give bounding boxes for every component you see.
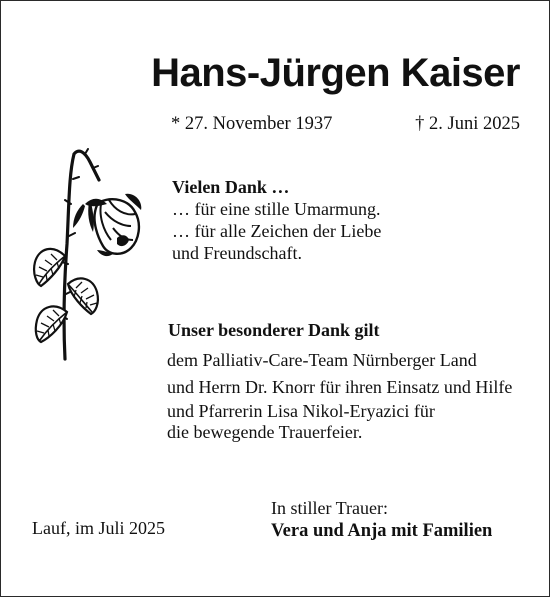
thanks-heading: Vielen Dank … (172, 177, 290, 197)
death-date: † 2. Juni 2025 (415, 114, 520, 134)
mourners-names: Vera und Anja mit Familien (271, 521, 493, 541)
thanks-line-3: und Freundschaft. (172, 243, 302, 263)
thanks-section (172, 176, 532, 264)
mourners-block (271, 497, 492, 543)
wilted-rose-icon (27, 144, 155, 362)
special-thanks-line-2: und Herrn Dr. Knorr für ihren Einsatz und Hilfe (167, 377, 513, 397)
thanks-line-1: … für eine stille Umarmung. (172, 199, 381, 219)
special-thanks-section (167, 319, 537, 443)
thanks-line-2: … für alle Zeichen der Liebe (172, 221, 382, 241)
mourning-intro: In stiller Trauer: (271, 498, 388, 518)
place-date: Lauf, im Juli 2025 (32, 518, 165, 538)
special-thanks-line-1: dem Palliativ-Care-Team Nürnberger Land (167, 350, 477, 370)
special-thanks-line-4: die bewegende Trauerfeier. (167, 422, 363, 442)
birth-date: * 27. November 1937 (171, 114, 333, 134)
special-thanks-line-3: und Pfarrerin Lisa Nikol-Eryazici für (167, 401, 435, 421)
special-thanks-heading: Unser besonderer Dank gilt (168, 320, 380, 340)
deceased-name: Hans-Jürgen Kaiser (151, 51, 520, 95)
